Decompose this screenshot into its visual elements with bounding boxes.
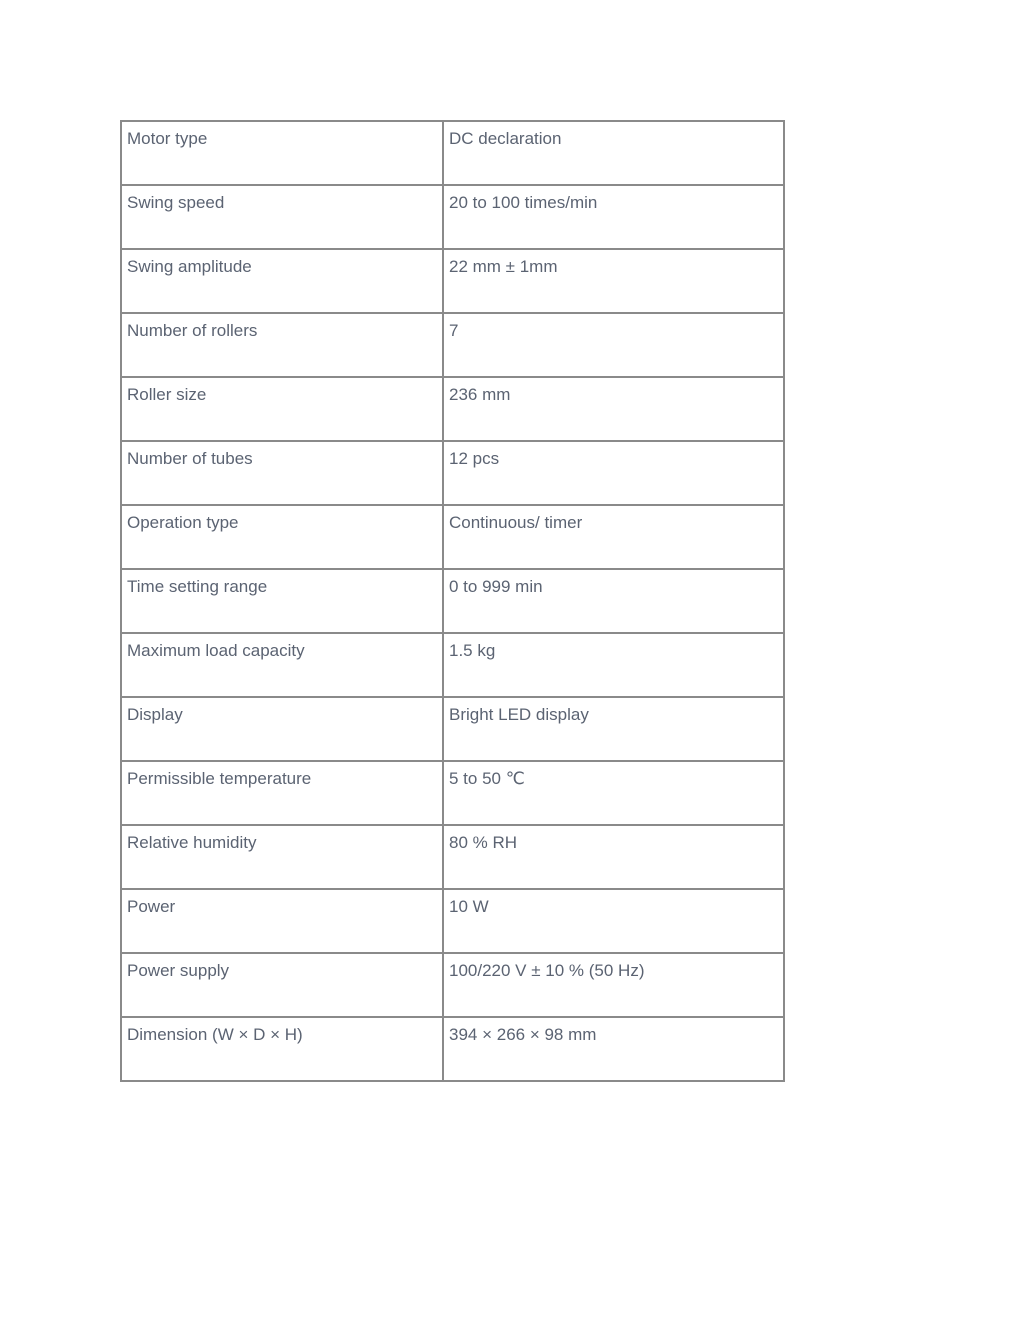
spec-label: Power supply xyxy=(121,953,443,1017)
table-row xyxy=(121,697,784,761)
spec-value: DC declaration xyxy=(443,121,784,185)
table-row xyxy=(121,1017,784,1081)
spec-label: Motor type xyxy=(121,121,443,185)
table-row xyxy=(121,185,784,249)
spec-value: Continuous/ timer xyxy=(443,505,784,569)
table-row xyxy=(121,313,784,377)
spec-label: Permissible temperature xyxy=(121,761,443,825)
table-row xyxy=(121,761,784,825)
spec-label: Maximum load capacity xyxy=(121,633,443,697)
table-row xyxy=(121,953,784,1017)
spec-value: 100/220 V ± 10 % (50 Hz) xyxy=(443,953,784,1017)
spec-label: Operation type xyxy=(121,505,443,569)
spec-label: Time setting range xyxy=(121,569,443,633)
spec-label: Display xyxy=(121,697,443,761)
table-row xyxy=(121,889,784,953)
table-row xyxy=(121,121,784,185)
spec-value: Bright LED display xyxy=(443,697,784,761)
spec-value: 236 mm xyxy=(443,377,784,441)
spec-label: Number of tubes xyxy=(121,441,443,505)
spec-label: Roller size xyxy=(121,377,443,441)
table-row xyxy=(121,441,784,505)
spec-label: Number of rollers xyxy=(121,313,443,377)
spec-value: 20 to 100 times/min xyxy=(443,185,784,249)
spec-value: 0 to 999 min xyxy=(443,569,784,633)
spec-value: 7 xyxy=(443,313,784,377)
spec-label: Dimension (W × D × H) xyxy=(121,1017,443,1081)
table-row xyxy=(121,505,784,569)
spec-table xyxy=(120,120,785,1082)
spec-value: 394 × 266 × 98 mm xyxy=(443,1017,784,1081)
spec-value: 5 to 50 ℃ xyxy=(443,761,784,825)
spec-value: 80 % RH xyxy=(443,825,784,889)
table-row xyxy=(121,249,784,313)
spec-table-body xyxy=(121,121,784,1081)
spec-value: 10 W xyxy=(443,889,784,953)
spec-label: Swing speed xyxy=(121,185,443,249)
table-row xyxy=(121,825,784,889)
table-row xyxy=(121,569,784,633)
table-row xyxy=(121,633,784,697)
spec-value: 12 pcs xyxy=(443,441,784,505)
spec-label: Power xyxy=(121,889,443,953)
spec-label: Swing amplitude xyxy=(121,249,443,313)
spec-value: 22 mm ± 1mm xyxy=(443,249,784,313)
spec-value: 1.5 kg xyxy=(443,633,784,697)
table-row xyxy=(121,377,784,441)
spec-label: Relative humidity xyxy=(121,825,443,889)
